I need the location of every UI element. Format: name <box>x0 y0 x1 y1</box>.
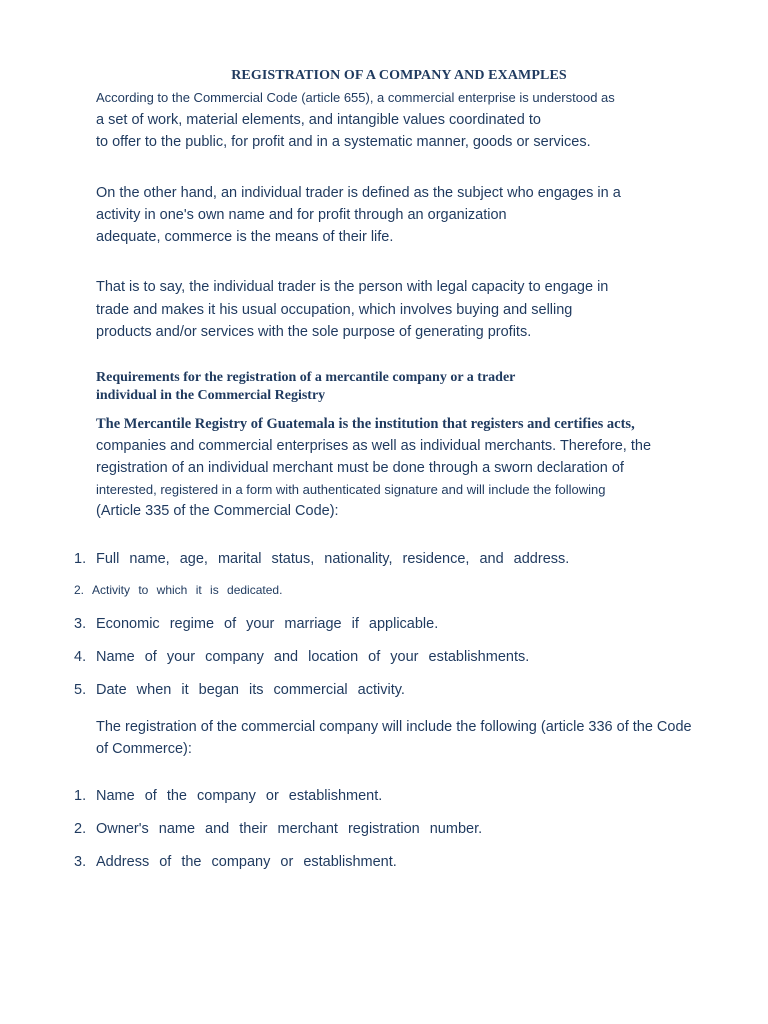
paragraph-line: to offer to the public, for profit and in a systematic manner, goods or services. <box>96 134 591 150</box>
list-text: Owner's name and their merchant registration number. <box>96 821 483 837</box>
list-item <box>74 583 282 597</box>
list-number: 3. <box>74 854 87 870</box>
list-text: Full name, age, marital status, nationality, residence, and address. <box>96 551 570 567</box>
section-heading: individual in the Commercial Registry <box>96 388 326 403</box>
section-heading: Requirements for the registration of a mercantile company or a trader <box>96 370 516 385</box>
paragraph-line: According to the Commercial Code (article 655), a commercial enterprise is understood as <box>96 90 615 105</box>
paragraph-line: That is to say, the individual trader is the person with legal capacity to engage in <box>96 279 609 295</box>
list-text: Name of the company or establishment. <box>96 788 383 804</box>
paragraph-line: trade and makes it his usual occupation, which involves buying and selling <box>96 302 573 318</box>
list-number: 1. <box>74 551 87 567</box>
list-number: 5. <box>74 682 87 698</box>
list-number: 3. <box>74 616 87 632</box>
paragraph-line: The registration of the commercial company will include the following (article 336 of the Code <box>96 719 692 735</box>
list-item <box>74 821 482 837</box>
list-item <box>74 788 382 804</box>
list-number: 2. <box>74 583 85 597</box>
list-text: Activity to which it is dedicated. <box>92 583 283 597</box>
paragraph-line: companies and commercial enterprises as well as individual merchants. Therefore, the <box>96 438 652 454</box>
list-number: 2. <box>74 821 87 837</box>
list-number: 4. <box>74 649 87 665</box>
paragraph-line: On the other hand, an individual trader is defined as the subject who engages in a <box>96 185 621 201</box>
list-text: Economic regime of your marriage if applicable. <box>96 616 439 632</box>
document-title: REGISTRATION OF A COMPANY AND EXAMPLES <box>231 68 567 83</box>
list-item <box>74 616 438 632</box>
list-item <box>74 649 529 665</box>
paragraph-line: (Article 335 of the Commercial Code): <box>96 503 339 519</box>
list-text: Date when it began its commercial activity. <box>96 682 405 698</box>
list-number: 1. <box>74 788 87 804</box>
paragraph-line: activity in one's own name and for profit through an organization <box>96 207 507 223</box>
paragraph-line: interested, registered in a form with authenticated signature and will include the following <box>96 482 606 497</box>
paragraph-line: registration of an individual merchant must be done through a sworn declaration of <box>96 460 624 476</box>
list-item <box>74 551 569 567</box>
paragraph-line: products and/or services with the sole purpose of generating profits. <box>96 324 532 340</box>
list-item <box>74 854 397 870</box>
list-text: Name of your company and location of your establishments. <box>96 649 530 665</box>
paragraph-line: a set of work, material elements, and intangible values coordinated to <box>96 112 541 128</box>
paragraph-line: adequate, commerce is the means of their life. <box>96 229 394 245</box>
list-text: Address of the company or establishment. <box>96 854 397 870</box>
paragraph-line: The Mercantile Registry of Guatemala is the institution that registers and certifies acts, <box>96 416 635 432</box>
paragraph-line: of Commerce): <box>96 741 192 757</box>
list-item <box>74 682 405 698</box>
